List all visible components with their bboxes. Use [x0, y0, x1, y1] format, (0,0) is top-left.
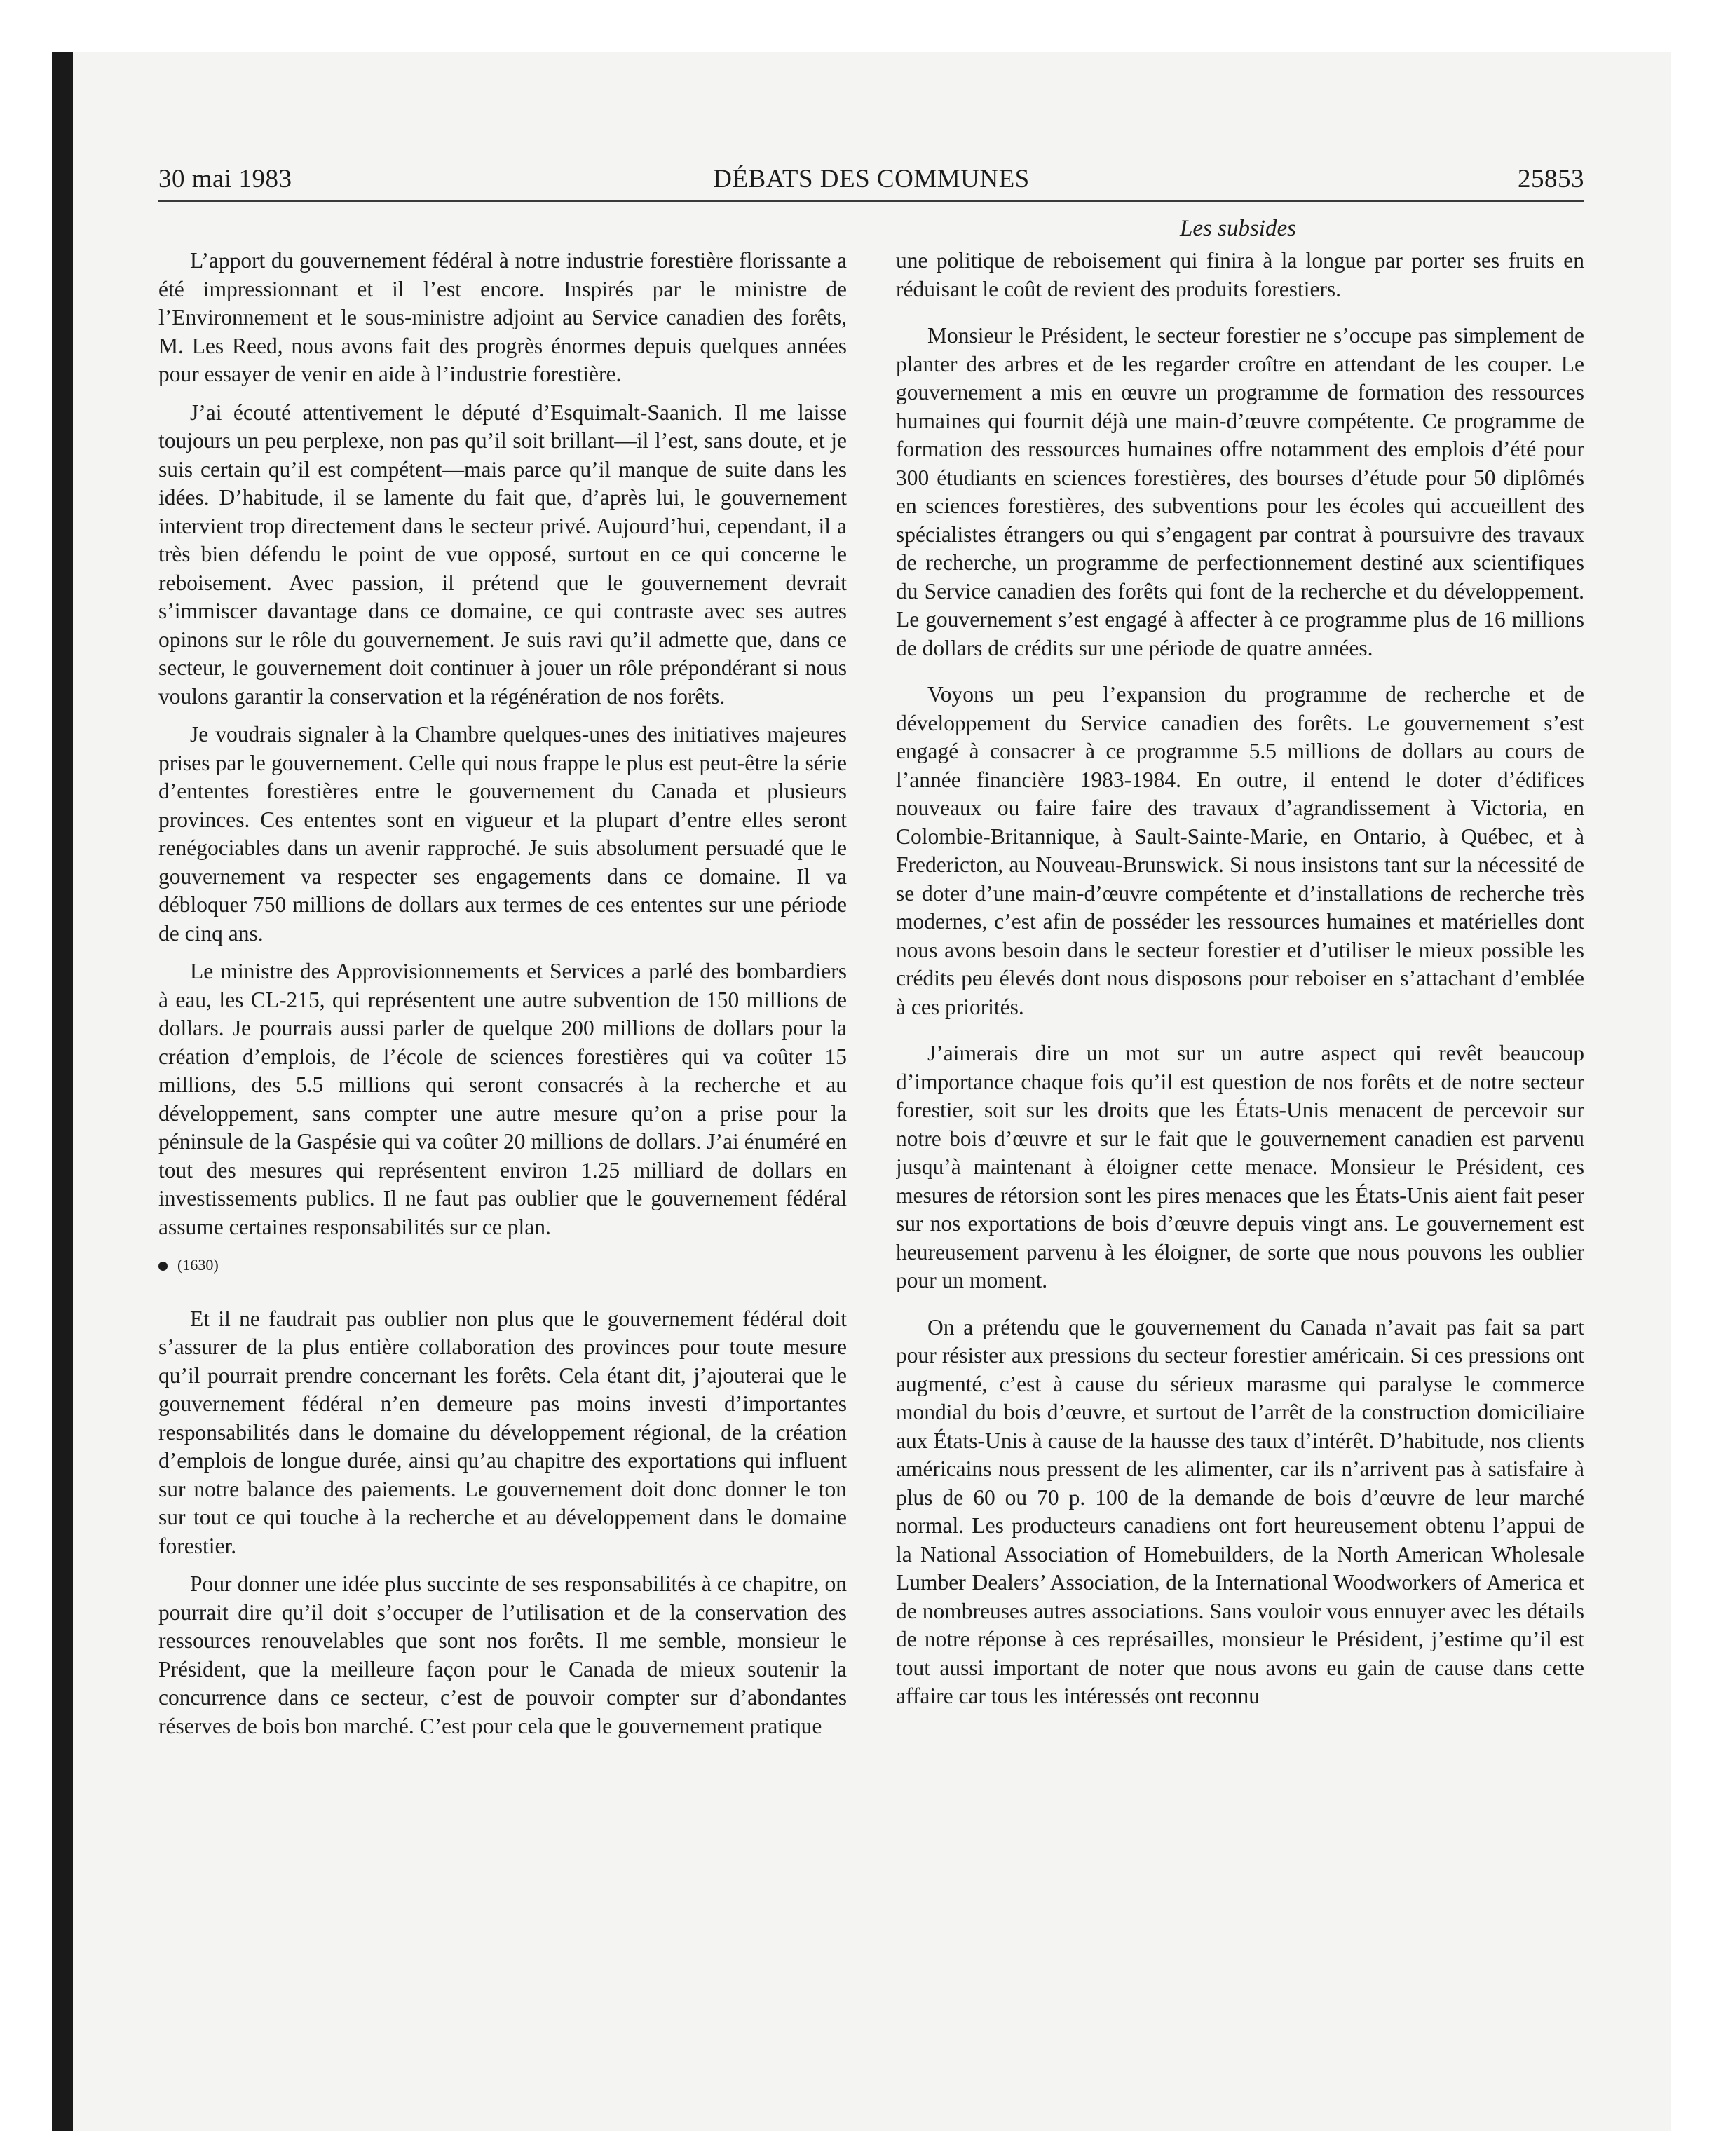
paragraph: J’ai écouté attentivement le député d’Esquimalt-Saanich. Il me laisse toujours un peu perplexe, non pas qu’il soit brillant—il l’est, sans doute, et je suis certain qu’il est compétent—mais parce qu’il manque de suite dans les idées. D’habitude, il se lamente du fait que, d’après lui, le gouvernement intervient trop directement dans le secteur privé. Aujourd’hui, cependant, il a très bien défendu le point de vue opposé, surtout en ce qui concerne le reboisement. Avec passion, il prétend que le gouvernement devrait s’immiscer davantage dans ce domaine, ce qui contraste avec ses autres opinons sur le rôle du gouvernement. Je suis ravi qu’il admette que, dans ce secteur, le gouvernement doit continuer à jouer un rôle prépondérant si nous voulons garantir la conservation et la régénération de nos forêts. [158, 400, 847, 709]
section-subhead: Les subsides [1180, 216, 1296, 241]
paragraph: Pour donner une idée plus succinte de ses responsabilités à ce chapitre, on pourrait dire qu’il doit s’occuper de l’utilisation et de la conservation des ressources renouvelables que sont nos forêts. Il me semble, monsieur le Président, que la meilleure façon pour le Canada de mieux soutenir la concurrence dans ce secteur, c’est de pouvoir compter sur d’abondantes réserves de bois bon marché. C’est pour cela que le gouvernement pratique [158, 1571, 847, 1738]
paragraph: L’apport du gouvernement fédéral à notre industrie forestière florissante a été impressionnant et il l’est encore. Inspirés par le ministre de l’Environnement et le sous-ministre adjoint au Service canadien des forêts, M. Les Reed, nous avons fait des progrès énormes depuis quelques années pour essayer de venir en aide à l’industrie forestière. [158, 248, 847, 386]
paragraph: Et il ne faudrait pas oublier non plus que le gouvernement fédéral doit s’assurer de la plus entière collaboration des provinces pour toute mesure qu’il pourrait prendre concernant les forêts. Cela étant dit, j’ajouterai que le gouvernement fédéral n’en demeure pas moins investi d’importantes responsabilités dans le domaine du développement régional, de la création d’emplois de longue durée, ainsi qu’au chapitre des exportations qui influent sur notre balance des paiements. Le gouvernement doit donc donner le ton sur tout ce qui touche à la recherche et au développement dans le domaine forestier. [158, 1306, 847, 1558]
paragraph: Monsieur le Président, le secteur forestier ne s’occupe pas simplement de planter des arbres et de les regarder croître en attendant de les couper. Le gouvernement a mis en œuvre un programme de formation des ressources humaines qui fournit déjà une main-d’œuvre compétente. Ce programme de formation des ressources humaines offre notamment des emplois d’été pour 300 étudiants en sciences forestières, des bourses d’étude pour 50 diplômés en sciences forestières, des subventions pour les écoles qui accueillent des spécialistes étrangers ou qui s’engagent par contrat à poursuivre des travaux de recherche, un programme de perfectionnement destiné aux scientifiques du Service canadien des forêts qui font de la recherche et du développement. Le gouvernement s’est engagé à affecter à ce programme plus de 16 millions de dollars de crédits sur une période de quatre années. [896, 323, 1584, 660]
paragraph: Voyons un peu l’expansion du programme de recherche et de développement du Service canadien des forêts. Le gouvernement s’est engagé à consacrer à ce programme 5.5 millions de dollars au cours de l’année financière 1983-1984. En outre, il entend le doter d’édifices nouveaux ou faire faire des travaux d’agrandissement à Victoria, en Colombie-Britannique, à Sault-Sainte-Marie, en Ontario, à Québec, et à Fredericton, au Nouveau-Brunswick. Si nous insistons tant sur la nécessité de se doter d’une main-d’œuvre compétente et d’installations de recherche très modernes, c’est afin de posséder les ressources humaines et matérielles dont nous avons besoin dans le secteur forestier et d’utiliser le mieux possible les crédits peu élevés dont nous disposons pour reboiser en s’attachant d’emblée à ces priorités. [896, 682, 1584, 1019]
paragraph: une politique de reboisement qui finira à la longue par porter ses fruits en réduisant le coût de revient des produits forestiers. [896, 248, 1584, 301]
time-marker [158, 1251, 847, 1280]
time-marker-text: (1630) [177, 1256, 219, 1274]
paragraph: Je voudrais signaler à la Chambre quelques-unes des initiatives majeures prises par le gouvernement. Celle qui nous frappe le plus est peut-être la série d’ententes forestières entre le gouvernement du Canada et plusieurs provinces. Ces ententes sont en vigueur et la plupart d’entre elles seront renégociables dans un avenir rapproché. Je suis absolument persuadé que le gouvernement va respecter ses engagements dans ce domaine. Il va débloquer 750 millions de dollars aux termes de ces ententes sur une période de cinq ans. [158, 722, 847, 946]
paragraph: On a prétendu que le gouvernement du Canada n’avait pas fait sa part pour résister aux pressions du secteur forestier américain. Si ces pressions ont augmenté, c’est à cause du sérieux marasme qui paralyse le commerce mondial du bois d’œuvre, et surtout de l’arrêt de la construction domiciliaire aux États-Unis à cause de la hausse des taux d’intérêt. D’habitude, nos clients américains nous pressent de les alimenter, car ils n’arrivent pas à satisfaire à plus de 60 ou 70 p. 100 de la demande de bois d’œuvre de leur marché normal. Les producteurs canadiens ont fort heureusement obtenu l’appui de la National Association of Homebuilders, de la North American Wholesale Lumber Dealers’ Association, de la International Woodworkers of America et de nombreuses autres associations. Sans vouloir vous ennuyer avec les détails de notre réponse à ces représailles, monsieur le Président, j’estime qu’il est tout aussi important de noter que nous avons eu gain de cause dans cette affaire car tous les intéressés ont reconnu [896, 1314, 1584, 1708]
paragraph: Le ministre des Approvisionnements et Services a parlé des bombardiers à eau, les CL-215, qui représentent une autre subvention de 150 millions de dollars. Je pourrais aussi parler de quelque 200 millions de dollars pour la création d’emplois, de l’école de sciences forestières qui va coûter 15 millions, des 5.5 millions qui seront consacrés à la recherche et au développement, sans compter une autre mesure qu’on a prise pour la péninsule de la Gaspésie qui va coûter 20 millions de dollars. J’ai énuméré en tout des mesures qui représentent environ 1.25 milliard de dollars en investissements publics. Il ne faut pas oublier que le gouvernement fédéral assume certaines responsabilités sur ce plan. [158, 959, 847, 1239]
header-title: DÉBATS DES COMMUNES [713, 165, 1030, 193]
right-column [896, 247, 1584, 2076]
header-date: 30 mai 1983 [158, 165, 292, 193]
page-header [158, 164, 1584, 202]
paragraph: J’aimerais dire un mot sur un autre aspect qui revêt beaucoup d’importance chaque fois qu’il est question de nos forêts et de notre secteur forestier, soit sur les droits que les États-Unis menacent de percevoir sur notre bois d’œuvre et sur le fait que le gouvernement canadien est parvenu jusqu’à maintenant à éloigner cette menace. Monsieur le Président, ces mesures de rétorsion sont les pires menaces que les États-Unis aient fait peser sur nos exportations de bois d’œuvre depuis vingt ans. Le gouvernement est heureusement parvenu à les éloigner, de sorte que nous pouvons les oublier pour un moment. [896, 1041, 1584, 1292]
bullet-icon [158, 1262, 168, 1271]
scan-border [52, 52, 73, 2131]
header-page-number: 25853 [1518, 165, 1584, 193]
left-column [158, 247, 847, 2076]
